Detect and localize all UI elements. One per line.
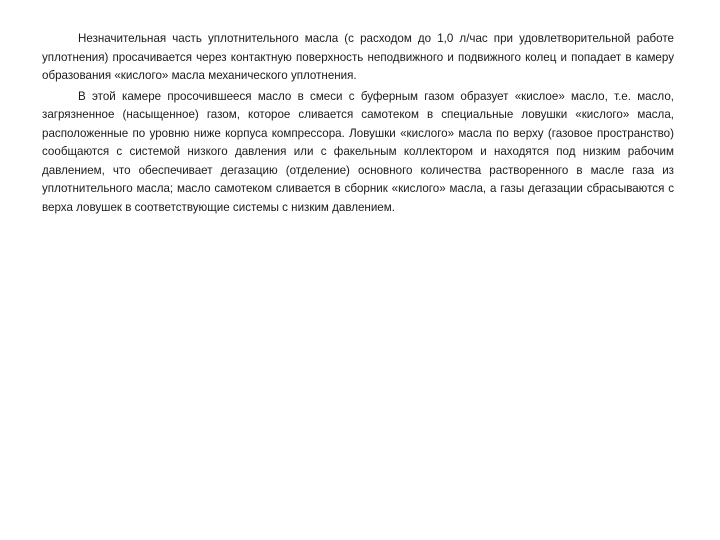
paragraph-seal-oil-leakage: Незначительная часть уплотнительного масла (с расходом до 1,0 л/час при удовлетворительной работе уплотнения) просачивается через контактную поверхность неподвижного и подвижного колец и попадает в камеру образования «кислого» масла механического уплотнения. <box>42 32 674 82</box>
paragraph-acid-oil-chamber: В этой камере просочившееся масло в смеси с буферным газом образует «кислое» масло, т.е. масло, загрязненное (насыщенное) газом, которое сливается самотеком в специальные ловушки «кислого» масла, расположенные по уровню ниже корпуса компрессора. Ловушки «кислого» масла по верху (газовое пространство) сообщаются с системой низкого давления или с факельным коллектором и находятся под низким рабочим давлением, что обеспечивает дегазацию (отделение) основного количества растворенного в масле газа из уплотнительного масла; масло самотеком сливается в сборник «кислого» масла, а газы дегазации сбрасываются с верха ловушек в соответствующие системы с низким давлением. <box>42 89 674 214</box>
document-body <box>42 30 674 219</box>
